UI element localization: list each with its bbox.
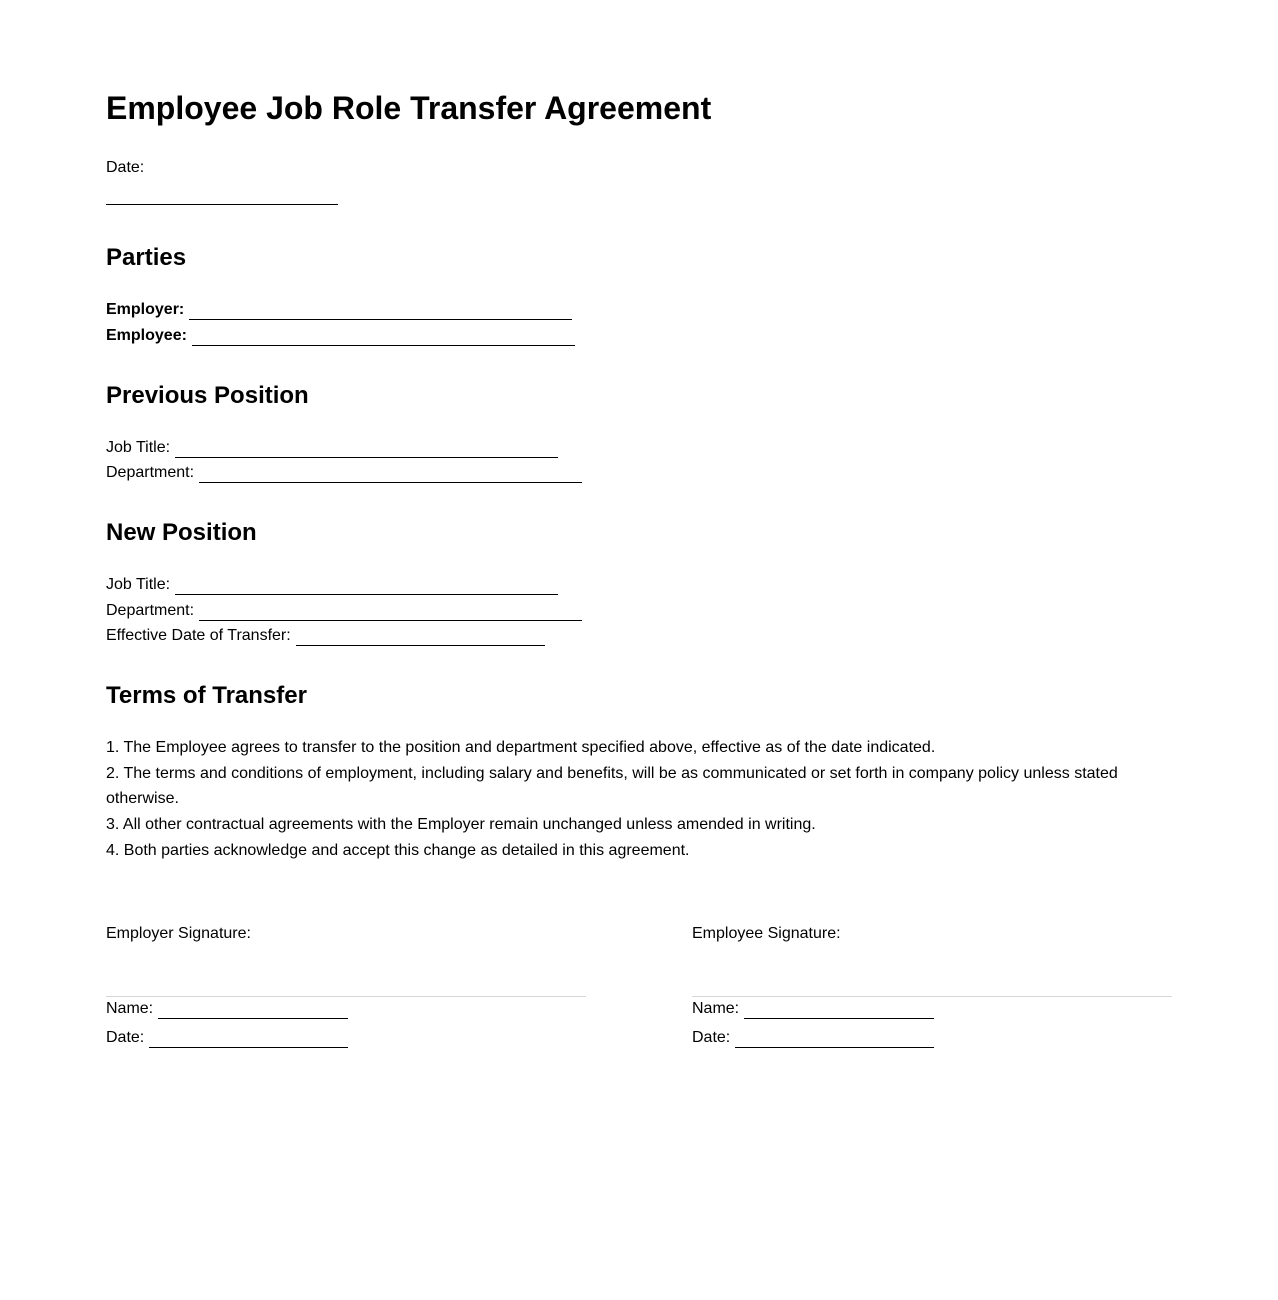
new-job-title-blank-line[interactable] xyxy=(175,576,558,595)
employee-field xyxy=(106,324,575,346)
employee-signature-label: Employee Signature: xyxy=(692,925,841,942)
terms-heading: Terms of Transfer xyxy=(106,682,307,709)
employer-field xyxy=(106,298,572,320)
employer-name-blank-line[interactable] xyxy=(158,1000,348,1019)
employer-date-field xyxy=(106,1026,348,1048)
terms-item: 2. The terms and conditions of employment, including salary and benefits, will be as communicated or set forth in company policy unless stated otherwise. xyxy=(106,764,1118,808)
new-job-title-field xyxy=(106,573,558,595)
terms-item: 1. The Employee agrees to transfer to the position and department specified above, effective as of the date indicated. xyxy=(106,739,936,756)
previous-department-label: Department: xyxy=(106,464,195,481)
employee-label: Employee: xyxy=(106,327,187,344)
previous-department-blank-line[interactable] xyxy=(199,464,582,483)
effective-date-label: Effective Date of Transfer: xyxy=(106,627,291,644)
employee-date-field xyxy=(692,1026,934,1048)
employee-date-label: Date: xyxy=(692,1029,731,1046)
employee-name-blank-line[interactable] xyxy=(744,1000,934,1019)
new-position-heading: New Position xyxy=(106,519,257,546)
employer-signature-label: Employer Signature: xyxy=(106,925,251,942)
employee-blank-line[interactable] xyxy=(192,327,575,346)
employer-blank-line[interactable] xyxy=(189,301,572,320)
employer-name-label: Name: xyxy=(106,1000,154,1017)
new-job-title-label: Job Title: xyxy=(106,576,171,593)
document-title: Employee Job Role Transfer Agreement xyxy=(106,90,712,126)
parties-heading: Parties xyxy=(106,244,187,271)
date-blank-line[interactable] xyxy=(106,204,338,205)
new-department-blank-line[interactable] xyxy=(199,602,582,621)
employer-name-field xyxy=(106,997,348,1019)
previous-department-field xyxy=(106,461,582,483)
previous-position-heading: Previous Position xyxy=(106,382,309,409)
employee-name-label: Name: xyxy=(692,1000,740,1017)
previous-job-title-field xyxy=(106,436,558,458)
terms-item: 3. All other contractual agreements with the Employer remain unchanged unless amended in writing. xyxy=(106,816,816,834)
employee-name-field xyxy=(692,997,934,1019)
previous-job-title-blank-line[interactable] xyxy=(175,439,558,458)
date-label: Date: xyxy=(106,159,145,176)
effective-date-field xyxy=(106,624,545,646)
employer-label: Employer: xyxy=(106,301,185,318)
new-department-label: Department: xyxy=(106,602,195,619)
new-department-field xyxy=(106,599,582,621)
previous-job-title-label: Job Title: xyxy=(106,439,171,456)
effective-date-blank-line[interactable] xyxy=(296,627,545,646)
employer-date-label: Date: xyxy=(106,1029,145,1046)
terms-item: 4. Both parties acknowledge and accept this change as detailed in this agreement. xyxy=(106,841,690,859)
terms-list xyxy=(106,735,1172,864)
employee-date-blank-line[interactable] xyxy=(735,1029,934,1048)
employer-date-blank-line[interactable] xyxy=(149,1029,348,1048)
